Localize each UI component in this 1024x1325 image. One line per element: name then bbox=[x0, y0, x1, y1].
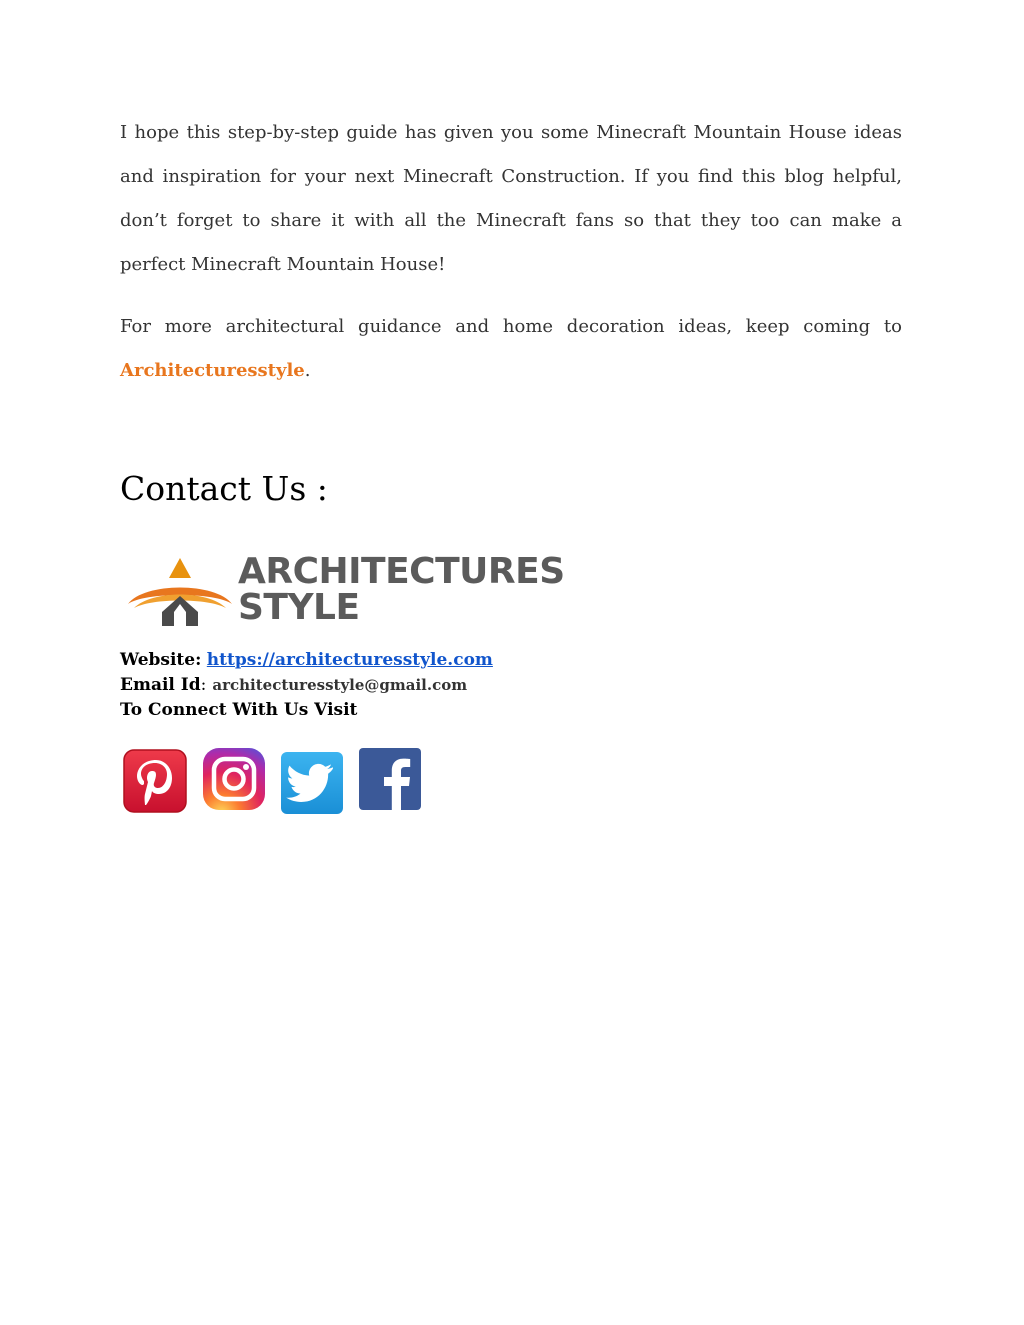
social-icons bbox=[122, 746, 432, 818]
pinterest-icon[interactable] bbox=[122, 748, 188, 814]
logo-line-1: ARCHITECTURES bbox=[238, 551, 565, 592]
email-label: Email Id bbox=[120, 675, 201, 695]
email-value: architecturesstyle@gmail.com bbox=[212, 676, 468, 694]
architectures-style-logo bbox=[124, 552, 564, 632]
instagram-icon[interactable] bbox=[201, 746, 267, 812]
contact-details bbox=[120, 648, 493, 723]
website-link[interactable]: https://architecturesstyle.com bbox=[206, 650, 493, 670]
logo-line-2: STYLE bbox=[238, 587, 360, 628]
email-row bbox=[120, 673, 493, 698]
logo-wordmark bbox=[238, 551, 565, 628]
guidance-period: . bbox=[304, 360, 311, 381]
closing-paragraph: I hope this step-by-step guide has given you some Minecraft Mountain House ideas and inspiration for your next Minecraft Construction. If you find this blog helpful, don’t forget to share it with all the Minecraft fans so that they too can make a perfect Minecraft Mountain House! bbox=[120, 122, 902, 275]
guidance-paragraph bbox=[120, 305, 902, 393]
facebook-icon[interactable] bbox=[357, 746, 423, 812]
email-separator: : bbox=[200, 675, 207, 695]
website-label: Website: bbox=[120, 650, 202, 670]
connect-row bbox=[120, 698, 493, 723]
connect-text: To Connect With Us Visit bbox=[120, 700, 358, 720]
contact-heading: Contact Us : bbox=[120, 469, 328, 508]
architecturesstyle-link[interactable]: Architecturesstyle bbox=[120, 360, 305, 381]
logo-roof-icon bbox=[124, 552, 236, 632]
twitter-icon[interactable] bbox=[279, 750, 345, 816]
guidance-text: For more architectural guidance and home decoration ideas, keep coming to bbox=[120, 316, 902, 337]
website-row bbox=[120, 648, 493, 673]
